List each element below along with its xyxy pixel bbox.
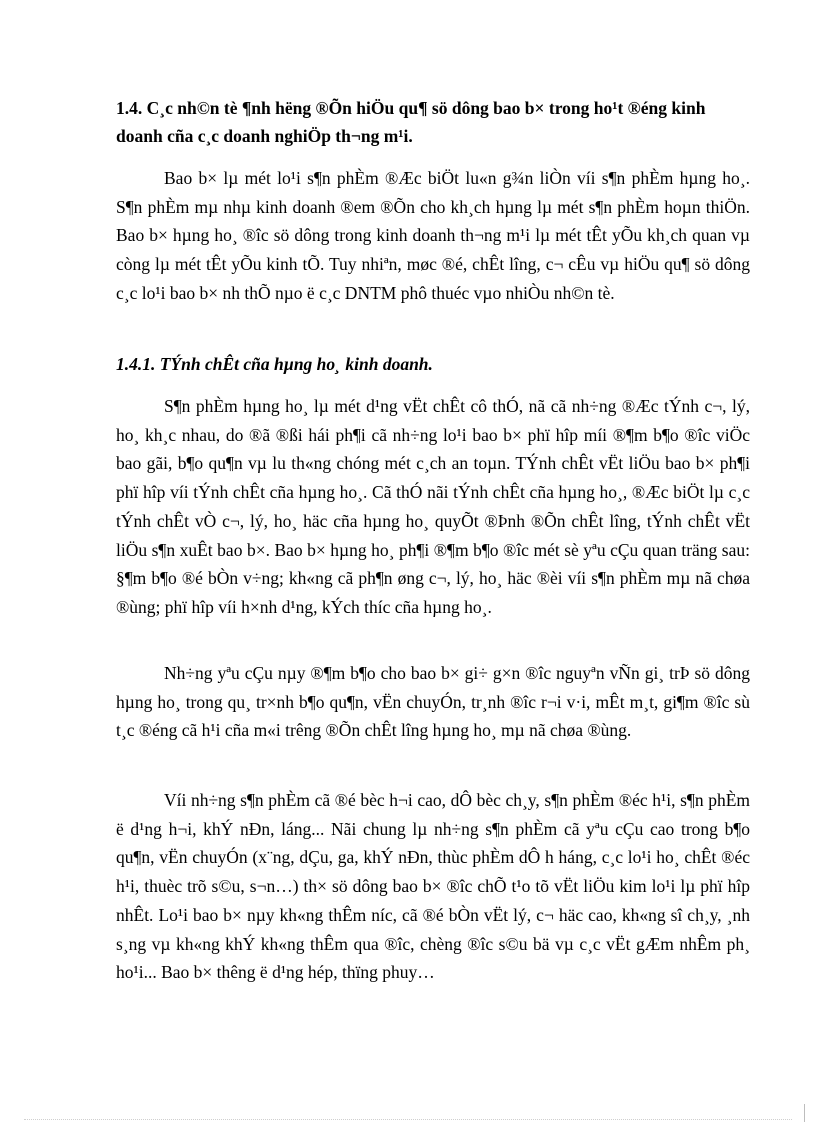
subsection-heading: 1.4.1. TÝnh chÊt cña hµng ho¸ kinh doanh. bbox=[116, 354, 433, 374]
body-paragraph: Víi nh÷ng s¶n phÈm cã ®é bèc h¬i cao, dÔ bèc ch¸y, s¶n phÈm ®éc h¹i, s¶n phÈm ë d¹ng h¬i, khÝ nÐn, láng... Nãi chung lµ nh÷ng s¶n phÈm cã yªu cÇu cao trong b¶o qu¶n, vËn chuyÓn (x¨ng, dÇu, ga, khÝ nÐn, thùc phÈm dÔ h háng, c¸c lo¹i ho¸ chÊt ®éc h¹i, thuèc trõ s©u, s¬n…) th× sö dông bao b× ®îc chÕ t¹o tõ vËt liÖu kim lo¹i lµ phï hîp nhÊt. Lo¹i bao b× nµy kh«ng thÊm níc, cã ®é bÒn vËt lý, c¬ häc cao, kh«ng sî ch¸y, ¸nh s¸ng vµ kh«ng khÝ kh«ng thÊm qua ®îc, chèng ®îc s©u bä vµ c¸c vËt gÆm nhÊm ph¸ ho¹i... Bao b× thêng ë d¹ng hép, thïng phuy… bbox=[116, 790, 750, 983]
page-bottom-divider bbox=[24, 1119, 792, 1120]
body-paragraph: Bao b× lµ mét lo¹i s¶n phÈm ®Æc biÖt lu«n g¾n liÒn víi s¶n phÈm hµng ho¸. S¶n phÈm mµ nhµ kinh doanh ®em ®Õn cho kh¸ch hµng lµ mét s¶n phÈm hoµn thiÖn. Bao b× hµng ho¸ ®îc sö dông trong kinh doanh th¬ng m¹i lµ mét tÊt yÕu kh¸ch quan vµ còng lµ mét tÊt yÕu kinh tÕ. Tuy nhiªn, møc ®é, chÊt lîng, c¬ cÊu vµ hiÖu qu¶ sö dông c¸c lo¹i bao b× nh thÕ nµo ë c¸c DNTM phô thuéc vµo nhiÒu nh©n tè. bbox=[116, 168, 750, 303]
body-paragraph: Nh÷ng yªu cÇu nµy ®¶m b¶o cho bao b× gi÷ g×n ®îc nguyªn vÑn gi¸ trÞ sö dông hµng ho¸ trong qu¸ tr×nh b¶o qu¶n, vËn chuyÓn, tr¸nh ®îc r¬i v·i, mÊt m¸t, gi¶m ®îc sù t¸c ®éng cã h¹i cña m«i trêng ®Õn chÊt lîng hµng ho¸ mµ nã chøa ®ùng. bbox=[116, 663, 750, 741]
page-corner-mark bbox=[804, 1104, 805, 1122]
body-paragraph: S¶n phÈm hµng ho¸ lµ mét d¹ng vËt chÊt cô thÓ, nã cã nh÷ng ®Æc tÝnh c¬, lý, ho¸ kh¸c nhau, do ®ã ®ßi hái ph¶i cã nh÷ng lo¹i bao b× phï hîp míi ®¶m b¶o ®îc viÖc bao gãi, b¶o qu¶n vµ lu th«ng chóng mét c¸ch an toµn. TÝnh chÊt vËt liÖu bao b× ph¶i phï hîp víi tÝnh chÊt cña hµng ho¸. Cã thÓ nãi tÝnh chÊt cña hµng ho¸, ®Æc biÖt lµ c¸c tÝnh chÊt vÒ c¬, lý, ho¸ häc cña hµng ho¸ quyÕt ®Þnh ®Õn chÊt lîng, tÝnh chÊt vËt liÖu s¶n xuÊt bao b×. Bao b× hµng ho¸ ph¶i ®¶m b¶o ®îc mét sè yªu cÇu quan träng sau: §¶m b¶o ®é bÒn v÷ng; kh«ng cã ph¶n øng c¬, lý, ho¸ häc ®èi víi s¶n phÈm mµ nã chøa ®ùng; phï hîp víi h×nh d¹ng, kÝch thíc cña hµng ho¸. bbox=[116, 396, 750, 617]
section-heading: 1.4. C¸c nh©n tè ¶nh hëng ®Õn hiÖu qu¶ sö dông bao b× trong ho¹t ®éng kinh doanh cña c¸c doanh nghiÖp th¬ng m¹i. bbox=[116, 98, 706, 146]
